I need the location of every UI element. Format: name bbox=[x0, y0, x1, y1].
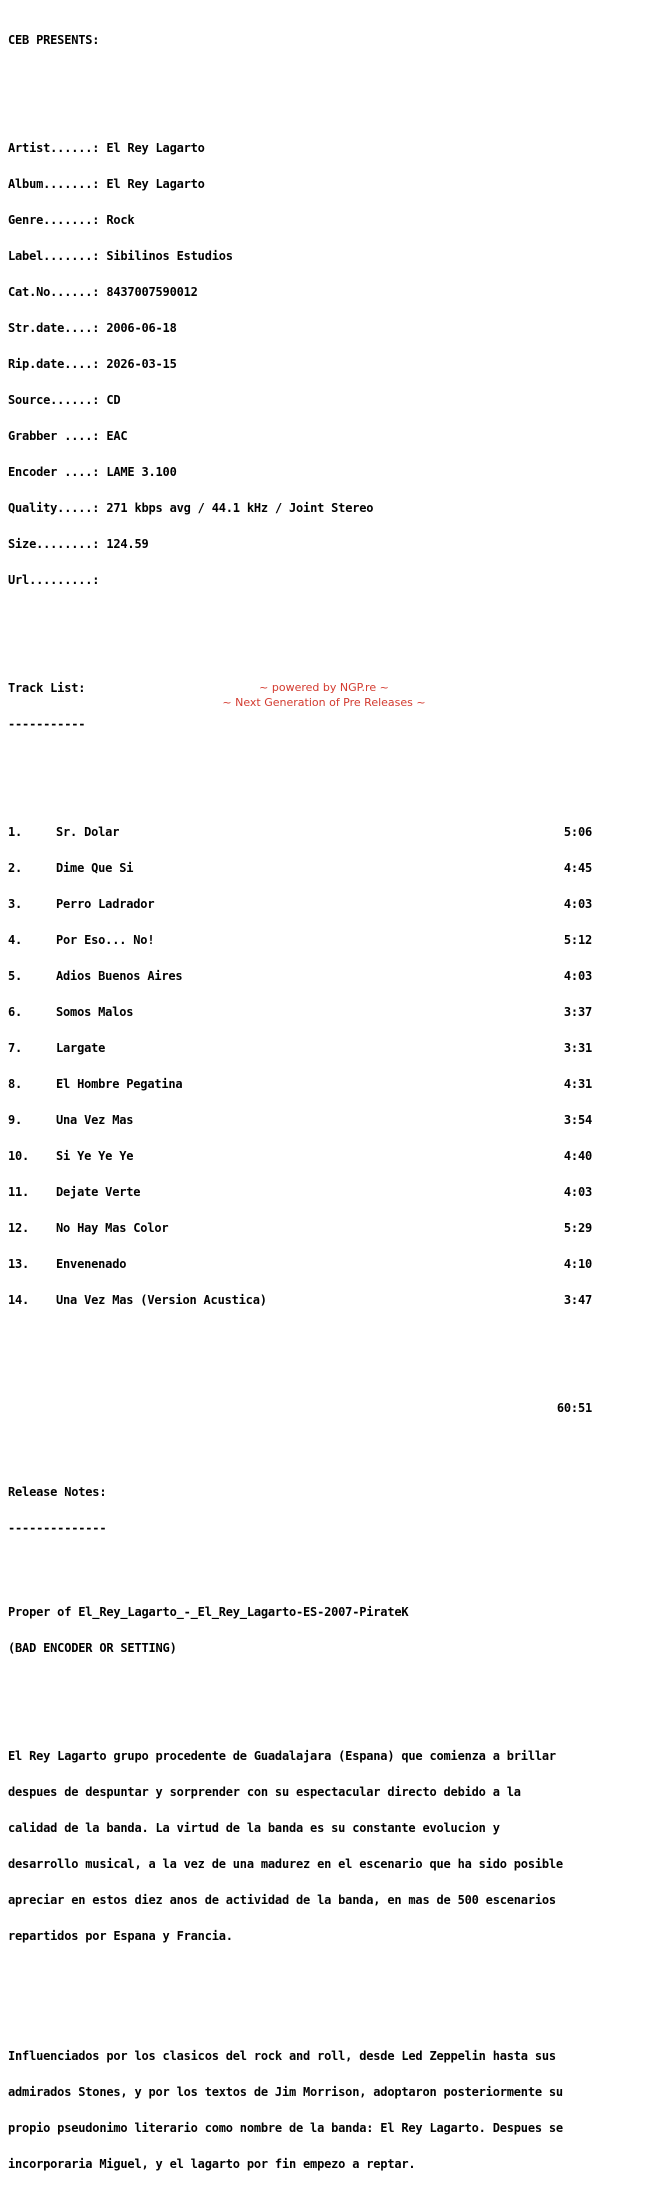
proper-reason: (BAD ENCODER OR SETTING) bbox=[8, 1641, 177, 1655]
track-row bbox=[8, 1114, 640, 1126]
notes-paragraph-1 bbox=[8, 1726, 640, 1966]
info-key: Cat.No......: bbox=[8, 285, 100, 299]
track-length: 3:47 bbox=[563, 1293, 592, 1307]
track-title: No Hay Mas Color bbox=[56, 1221, 169, 1235]
track-row bbox=[8, 1222, 640, 1234]
info-value: 8437007590012 bbox=[106, 285, 198, 299]
track-title: Una Vez Mas bbox=[56, 1113, 134, 1127]
info-row-ripdate bbox=[8, 358, 640, 370]
tracklist-heading: Track List: bbox=[8, 681, 86, 695]
track-number: 11. bbox=[8, 1185, 30, 1199]
info-key: Str.date....: bbox=[8, 321, 100, 335]
info-block bbox=[8, 118, 640, 610]
paragraph-line: admirados Stones, y por los textos de Jim Morrison, adoptaron posteriormente su bbox=[8, 2085, 563, 2099]
track-row bbox=[8, 1078, 640, 1090]
info-value: LAME 3.100 bbox=[106, 465, 177, 479]
track-title: Dime Que Si bbox=[56, 861, 134, 875]
footer-powered-by: ~ powered by NGP.re ~ bbox=[259, 681, 389, 694]
track-length: 3:54 bbox=[563, 1113, 592, 1127]
paragraph-line: El Rey Lagarto grupo procedente de Guadalajara (Espana) que comienza a brillar bbox=[8, 1749, 556, 1763]
footer-tagline: ~ Next Generation of Pre Releases ~ bbox=[222, 696, 426, 709]
paragraph-line: apreciar en estos diez anos de actividad de la banda, en mas de 500 escenarios bbox=[8, 1893, 556, 1907]
presents-header: CEB PRESENTS: bbox=[8, 33, 100, 47]
track-length: 5:29 bbox=[563, 1221, 592, 1235]
track-title: Por Eso... No! bbox=[56, 933, 155, 947]
track-title: Dejate Verte bbox=[56, 1185, 141, 1199]
info-row-catno bbox=[8, 286, 640, 298]
nfo-document bbox=[8, 10, 640, 2206]
info-row-size bbox=[8, 538, 640, 550]
track-number: 4. bbox=[8, 933, 23, 947]
track-row bbox=[8, 1150, 640, 1162]
info-key: Label.......: bbox=[8, 249, 100, 263]
info-row-label bbox=[8, 250, 640, 262]
track-title: Largate bbox=[56, 1041, 106, 1055]
info-key: Rip.date....: bbox=[8, 357, 100, 371]
track-list bbox=[8, 802, 640, 1330]
info-row-artist bbox=[8, 142, 640, 154]
info-row-encoder bbox=[8, 466, 640, 478]
info-key: Quality.....: bbox=[8, 501, 100, 515]
track-number: 5. bbox=[8, 969, 23, 983]
info-value: CD bbox=[106, 393, 121, 407]
track-number: 1. bbox=[8, 825, 23, 839]
paragraph-line: incorporaria Miguel, y el lagarto por fin empezo a reptar. bbox=[8, 2157, 416, 2171]
track-length: 4:45 bbox=[563, 861, 592, 875]
track-length: 5:12 bbox=[563, 933, 592, 947]
track-row bbox=[8, 898, 640, 910]
paragraph-line: calidad de la banda. La virtud de la banda es su constante evolucion y bbox=[8, 1821, 500, 1835]
paragraph-line: repartidos por Espana y Francia. bbox=[8, 1929, 233, 1943]
info-row-url bbox=[8, 574, 640, 586]
track-length: 3:37 bbox=[563, 1005, 592, 1019]
release-notes-underline: -------------- bbox=[8, 1521, 107, 1535]
track-row bbox=[8, 862, 640, 874]
info-value: Sibilinos Estudios bbox=[106, 249, 233, 263]
track-row bbox=[8, 1294, 640, 1306]
paragraph-line: propio pseudonimo literario como nombre de la banda: El Rey Lagarto. Despues se bbox=[8, 2121, 563, 2135]
info-value: 271 kbps avg / 44.1 kHz / Joint Stereo bbox=[106, 501, 374, 515]
total-row bbox=[8, 1402, 640, 1414]
info-key: Album.......: bbox=[8, 177, 100, 191]
info-key: Size........: bbox=[8, 537, 100, 551]
info-value: EAC bbox=[106, 429, 128, 443]
track-row bbox=[8, 1258, 640, 1270]
info-value: 124.59 bbox=[106, 537, 149, 551]
track-number: 2. bbox=[8, 861, 23, 875]
track-title: Perro Ladrador bbox=[56, 897, 155, 911]
track-length: 4:10 bbox=[563, 1257, 592, 1271]
track-title: Una Vez Mas (Version Acustica) bbox=[56, 1293, 267, 1307]
info-key: Url.........: bbox=[8, 573, 100, 587]
track-number: 6. bbox=[8, 1005, 23, 1019]
info-row-strdate bbox=[8, 322, 640, 334]
info-row-grabber bbox=[8, 430, 640, 442]
track-row bbox=[8, 1186, 640, 1198]
track-number: 14. bbox=[8, 1293, 30, 1307]
track-title: Somos Malos bbox=[56, 1005, 134, 1019]
track-title: Envenenado bbox=[56, 1257, 127, 1271]
info-row-album bbox=[8, 178, 640, 190]
proper-line: Proper of El_Rey_Lagarto_-_El_Rey_Lagarto-ES-2007-PirateK bbox=[8, 1605, 409, 1619]
track-number: 3. bbox=[8, 897, 23, 911]
track-number: 8. bbox=[8, 1077, 23, 1091]
track-title: Si Ye Ye Ye bbox=[56, 1149, 134, 1163]
info-key: Genre.......: bbox=[8, 213, 100, 227]
track-length: 4:03 bbox=[563, 897, 592, 911]
track-length: 3:31 bbox=[563, 1041, 592, 1055]
track-title: Adios Buenos Aires bbox=[56, 969, 183, 983]
paragraph-line: Influenciados por los clasicos del rock and roll, desde Led Zeppelin hasta sus bbox=[8, 2049, 556, 2063]
track-row bbox=[8, 1006, 640, 1018]
info-value: El Rey Lagarto bbox=[106, 177, 205, 191]
info-value: Rock bbox=[106, 213, 135, 227]
track-number: 13. bbox=[8, 1257, 30, 1271]
info-value: El Rey Lagarto bbox=[106, 141, 205, 155]
info-row-source bbox=[8, 394, 640, 406]
info-key: Artist......: bbox=[8, 141, 100, 155]
track-length: 4:31 bbox=[563, 1077, 592, 1091]
track-length: 4:40 bbox=[563, 1149, 592, 1163]
paragraph-line: desarrollo musical, a la vez de una madurez en el escenario que ha sido posible bbox=[8, 1857, 563, 1871]
track-row bbox=[8, 826, 640, 838]
track-length: 4:03 bbox=[563, 1185, 592, 1199]
track-row bbox=[8, 1042, 640, 1054]
info-key: Encoder ....: bbox=[8, 465, 100, 479]
track-number: 10. bbox=[8, 1149, 30, 1163]
track-title: Sr. Dolar bbox=[56, 825, 120, 839]
track-number: 12. bbox=[8, 1221, 30, 1235]
tracklist-underline: ----------- bbox=[8, 717, 86, 731]
track-number: 9. bbox=[8, 1113, 23, 1127]
paragraph-line: despues de despuntar y sorprender con su espectacular directo debido a la bbox=[8, 1785, 521, 1799]
info-row-quality bbox=[8, 502, 640, 514]
info-value: 2026-03-15 bbox=[106, 357, 177, 371]
info-key: Source......: bbox=[8, 393, 100, 407]
release-notes-heading: Release Notes: bbox=[8, 1485, 107, 1499]
info-key: Grabber ....: bbox=[8, 429, 100, 443]
info-row-genre bbox=[8, 214, 640, 226]
notes-paragraph-2 bbox=[8, 2026, 640, 2194]
total-length: 60:51 bbox=[556, 1401, 592, 1415]
info-value: 2006-06-18 bbox=[106, 321, 177, 335]
track-length: 5:06 bbox=[563, 825, 592, 839]
track-number: 7. bbox=[8, 1041, 23, 1055]
track-length: 4:03 bbox=[563, 969, 592, 983]
track-title: El Hombre Pegatina bbox=[56, 1077, 183, 1091]
track-row bbox=[8, 934, 640, 946]
track-row bbox=[8, 970, 640, 982]
